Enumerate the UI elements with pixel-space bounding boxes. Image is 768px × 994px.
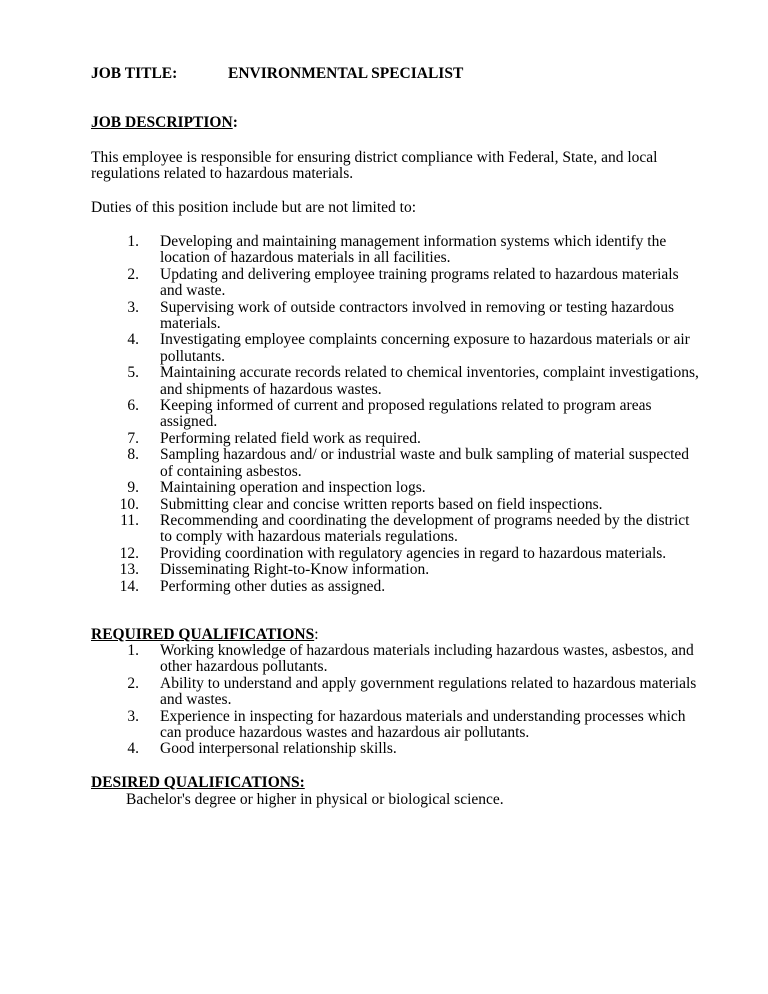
- duty-item: [91, 332, 700, 365]
- required-qualifications-heading: [91, 627, 319, 643]
- duty-number: 10.: [119, 495, 139, 513]
- duties-intro: Duties of this position include but are not limited to:: [91, 199, 417, 216]
- duty-item: [91, 300, 700, 333]
- qualification-item: [91, 643, 700, 676]
- duty-text: Maintaining operation and inspection logs.: [160, 479, 426, 497]
- job-title-label: JOB TITLE:: [91, 65, 178, 82]
- qualification-text: Experience in inspecting for hazardous materials and understanding processes which can produce hazardous wastes and hazardous air pollutants.: [160, 707, 686, 742]
- duty-number: 6.: [127, 397, 139, 415]
- qualification-number: 3.: [127, 707, 139, 725]
- qualification-text: Good interpersonal relationship skills.: [160, 740, 397, 758]
- duty-item: [91, 398, 700, 431]
- duty-text: Investigating employee complaints concerning exposure to hazardous materials or air pollutants.: [160, 331, 690, 365]
- duty-number: 2.: [127, 265, 139, 283]
- duty-number: 4.: [127, 331, 139, 349]
- duty-text: Providing coordination with regulatory agencies in regard to hazardous materials.: [160, 544, 667, 562]
- duty-item: [91, 579, 700, 595]
- duty-item: [91, 267, 700, 300]
- duty-text: Supervising work of outside contractors involved in removing or testing hazardous materials.: [160, 298, 674, 333]
- duty-number: 7.: [127, 429, 139, 447]
- duty-item: [91, 447, 700, 480]
- required-qualifications-heading-text: REQUIRED QUALIFICATIONS: [91, 626, 315, 643]
- duty-item: [91, 546, 700, 562]
- duty-number: 5.: [127, 364, 139, 382]
- duty-text: Submitting clear and concise written reports based on field inspections.: [160, 495, 603, 513]
- job-title-row: [91, 66, 463, 82]
- duty-item: [91, 431, 700, 447]
- duty-item: [91, 562, 700, 578]
- duty-text: Performing other duties as assigned.: [160, 577, 386, 595]
- duty-number: 3.: [127, 298, 139, 316]
- required-qualifications-list: [91, 643, 700, 758]
- qualification-number: 1.: [127, 642, 139, 659]
- qualification-number: 2.: [127, 674, 139, 692]
- job-description-intro: This employee is responsible for ensuring district compliance with Federal, State, and local regulations related to hazardous materials.: [91, 149, 658, 183]
- job-title-value: ENVIRONMENTAL SPECIALIST: [228, 65, 464, 82]
- duty-number: 9.: [127, 479, 139, 497]
- duty-text: Disseminating Right-to-Know information.: [160, 561, 430, 579]
- duties-list: [91, 234, 700, 595]
- duty-item: [91, 480, 700, 496]
- duty-number: 13.: [119, 561, 139, 579]
- qualification-text: Ability to understand and apply government regulations related to hazardous materials and wastes.: [160, 674, 697, 709]
- job-description-heading-text: JOB DESCRIPTION: [91, 114, 233, 131]
- duty-item: [91, 365, 700, 398]
- duty-text: Developing and maintaining management information systems which identify the location of hazardous materials in all facilities.: [160, 233, 667, 267]
- qualification-number: 4.: [127, 740, 139, 758]
- duty-text: Performing related field work as required.: [160, 429, 421, 447]
- duty-text: Recommending and coordinating the development of programs needed by the district to comply with hazardous materials regulations.: [160, 511, 690, 546]
- duty-text: Keeping informed of current and proposed regulations related to program areas assigned.: [160, 397, 652, 431]
- job-description-heading-colon: :: [232, 114, 238, 131]
- job-description-heading: [91, 115, 238, 131]
- qualification-item: [91, 709, 700, 742]
- duty-number: 8.: [127, 446, 139, 464]
- duty-text: Updating and delivering employee training programs related to hazardous materials and waste.: [160, 265, 679, 300]
- qualification-text: Working knowledge of hazardous materials including hazardous wastes, asbestos, and other hazardous pollutants.: [160, 642, 694, 676]
- duty-item: [91, 497, 700, 513]
- duty-text: Maintaining accurate records related to chemical inventories, complaint investigations, and shipments of hazardous wastes.: [160, 364, 699, 398]
- duty-number: 1.: [127, 233, 139, 250]
- duty-number: 14.: [119, 577, 139, 595]
- duty-number: 11.: [120, 511, 139, 529]
- qualification-item: [91, 676, 700, 709]
- duty-text: Sampling hazardous and/ or industrial waste and bulk sampling of material suspected of containing asbestos.: [160, 446, 690, 480]
- desired-qualifications-heading: [91, 775, 305, 791]
- desired-qualifications-heading-text: DESIRED QUALIFICATIONS:: [91, 774, 305, 791]
- duty-item: [91, 513, 700, 546]
- duty-item: [91, 234, 700, 267]
- required-qualifications-heading-colon: :: [314, 626, 319, 643]
- qualification-item: [91, 741, 700, 757]
- duty-number: 12.: [119, 544, 139, 562]
- desired-qualifications-text: Bachelor's degree or higher in physical or biological science.: [126, 791, 504, 808]
